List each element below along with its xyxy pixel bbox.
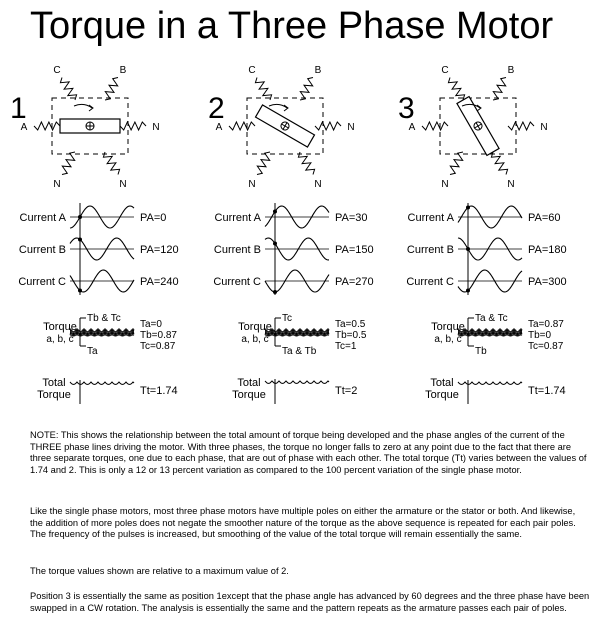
phase-angle-c: PA=300 xyxy=(528,276,567,288)
pole-coil xyxy=(229,122,255,130)
pole-label: N xyxy=(314,179,322,191)
label-current-c: Current C xyxy=(406,276,454,288)
torque-value-c: Tc=1 xyxy=(335,341,357,352)
label-current-c: Current C xyxy=(213,276,261,288)
note-paragraph-2: Like the single phase motors, most three phase motors have multiple poles on either the armature or the stator or both. And likewise, the addition of more poles does not negate the smoother nature of the torque as the above sequence is repeated for each pair poles. The frequency of the pulses is increased, but smoothing of the value of the total torque will remain essentially the same. xyxy=(30,506,576,540)
phase-angle-b: PA=180 xyxy=(528,244,567,256)
phase-angle-a: PA=0 xyxy=(140,212,167,224)
label-current-a: Current A xyxy=(214,212,261,224)
phase-angle-a: PA=30 xyxy=(335,212,368,224)
note-paragraph-3: The torque values shown are relative to a maximum value of 2. xyxy=(30,566,289,576)
note-paragraph-1: NOTE: This shows the relationship between the total amount of torque being developed and the phase angles of the current of the THREE phase lines driving the motor. With three phases, the torque no longer falls to zero at any point due to the fact that there are three separate torques, one due to each phase, that are out of phase with each other. The total torque (Tt) varies between the values of 1.74 and 2. This is only a 12 or 13 percent variation as compared to the 100 percent variation of the single phase motor. xyxy=(30,430,587,476)
pole-label: B xyxy=(119,64,127,76)
position-number: 1 xyxy=(10,92,27,125)
pole-label: C xyxy=(53,64,61,76)
pole-coil xyxy=(255,78,271,101)
label-current-b: Current B xyxy=(213,244,261,256)
pole-label: N xyxy=(152,122,160,133)
note-paragraph-4: Position 3 is essentially the same as position 1except that the phase angle has advanced by 60 degrees and the three phase have been swapped in a CW rotation. The analysis is essentially the same and the pattern repeats as the armature passes each pair of poles. xyxy=(30,591,590,613)
torque-value-a: Ta=0.5 xyxy=(335,319,366,330)
label-torque: Torque xyxy=(238,321,272,333)
label-total: Total xyxy=(237,377,261,389)
label-total: Total xyxy=(430,377,454,389)
pole-label: N xyxy=(347,122,355,133)
label-torque: Torque xyxy=(431,321,465,333)
rotation-arrowhead xyxy=(284,105,288,111)
pole-coil xyxy=(105,78,118,101)
phase-angle-c: PA=270 xyxy=(335,276,374,288)
phase-angle-c: PA=240 xyxy=(140,276,179,288)
pole-label: N xyxy=(248,179,256,191)
pole-coil xyxy=(103,152,119,175)
torque-value-c: Tc=0.87 xyxy=(140,341,176,352)
rotor xyxy=(256,105,315,147)
torque-value-a: Ta=0.87 xyxy=(528,319,564,330)
position-number: 2 xyxy=(208,92,225,125)
label-total: Total xyxy=(42,377,66,389)
label-torque-abc: a, b, c xyxy=(46,334,74,345)
label-torque: Torque xyxy=(43,321,77,333)
pole-label: C xyxy=(441,64,449,76)
pole-label: A xyxy=(20,122,28,133)
pole-coil xyxy=(120,122,146,130)
pole-coil xyxy=(300,78,313,101)
pole-label: B xyxy=(507,64,515,76)
label-total-torque: Torque xyxy=(425,389,459,401)
rotor xyxy=(60,119,120,133)
pole-coil xyxy=(315,122,341,130)
label-torque-abc: a, b, c xyxy=(434,334,462,345)
position-number: 3 xyxy=(398,92,415,125)
torque-bottom-label: Tb xyxy=(475,346,487,357)
total-torque-value: Tt=1.74 xyxy=(528,385,566,397)
pole-coil xyxy=(448,78,464,101)
pole-coil xyxy=(257,152,270,175)
pole-label: N xyxy=(53,179,61,191)
label-total-torque: Torque xyxy=(232,389,266,401)
page-title: Torque in a Three Phase Motor xyxy=(30,5,554,47)
position-1-group xyxy=(10,65,179,404)
torque-top-label: Ta & Tc xyxy=(475,313,508,324)
pole-label: C xyxy=(248,64,256,76)
label-current-a: Current A xyxy=(19,212,66,224)
pole-coil xyxy=(422,122,448,130)
phase-angle-a: PA=60 xyxy=(528,212,561,224)
position-3-group xyxy=(398,65,567,404)
pole-coil xyxy=(450,152,463,175)
rotation-arrowhead xyxy=(477,105,481,111)
pole-label: A xyxy=(215,122,223,133)
torque-value-a: Ta=0 xyxy=(140,319,162,330)
torque-top-label: Tb & Tc xyxy=(87,313,121,324)
position-2-group xyxy=(208,65,374,404)
label-current-b: Current B xyxy=(406,244,454,256)
label-total-torque: Torque xyxy=(37,389,71,401)
pole-label: N xyxy=(507,179,515,191)
pole-label: N xyxy=(540,122,548,133)
pole-coil xyxy=(34,122,60,130)
pole-coil xyxy=(491,152,507,175)
pole-coil xyxy=(493,78,506,101)
pole-coil xyxy=(62,152,75,175)
torque-value-c: Tc=0.87 xyxy=(528,341,564,352)
pole-label: N xyxy=(441,179,449,191)
torque-value-b: Tb=0 xyxy=(528,330,552,341)
total-torque-value: Tt=2 xyxy=(335,385,358,397)
pole-coil xyxy=(508,122,534,130)
torque-bottom-label: Ta xyxy=(87,346,98,357)
label-current-b: Current B xyxy=(18,244,66,256)
rotation-arrowhead xyxy=(89,105,93,111)
phase-angle-b: PA=150 xyxy=(335,244,374,256)
torque-top-label: Tc xyxy=(282,313,292,324)
label-current-c: Current C xyxy=(18,276,66,288)
torque-value-b: Tb=0.5 xyxy=(335,330,367,341)
pole-label: N xyxy=(119,179,127,191)
torque-bottom-label: Ta & Tb xyxy=(282,346,317,357)
torque-value-b: Tb=0.87 xyxy=(140,330,177,341)
pole-coil xyxy=(298,152,314,175)
pole-coil xyxy=(60,78,76,101)
label-current-a: Current A xyxy=(407,212,454,224)
pole-label: A xyxy=(408,122,416,133)
total-torque-value: Tt=1.74 xyxy=(140,385,178,397)
phase-angle-b: PA=120 xyxy=(140,244,179,256)
pole-label: B xyxy=(314,64,322,76)
label-torque-abc: a, b, c xyxy=(241,334,269,345)
